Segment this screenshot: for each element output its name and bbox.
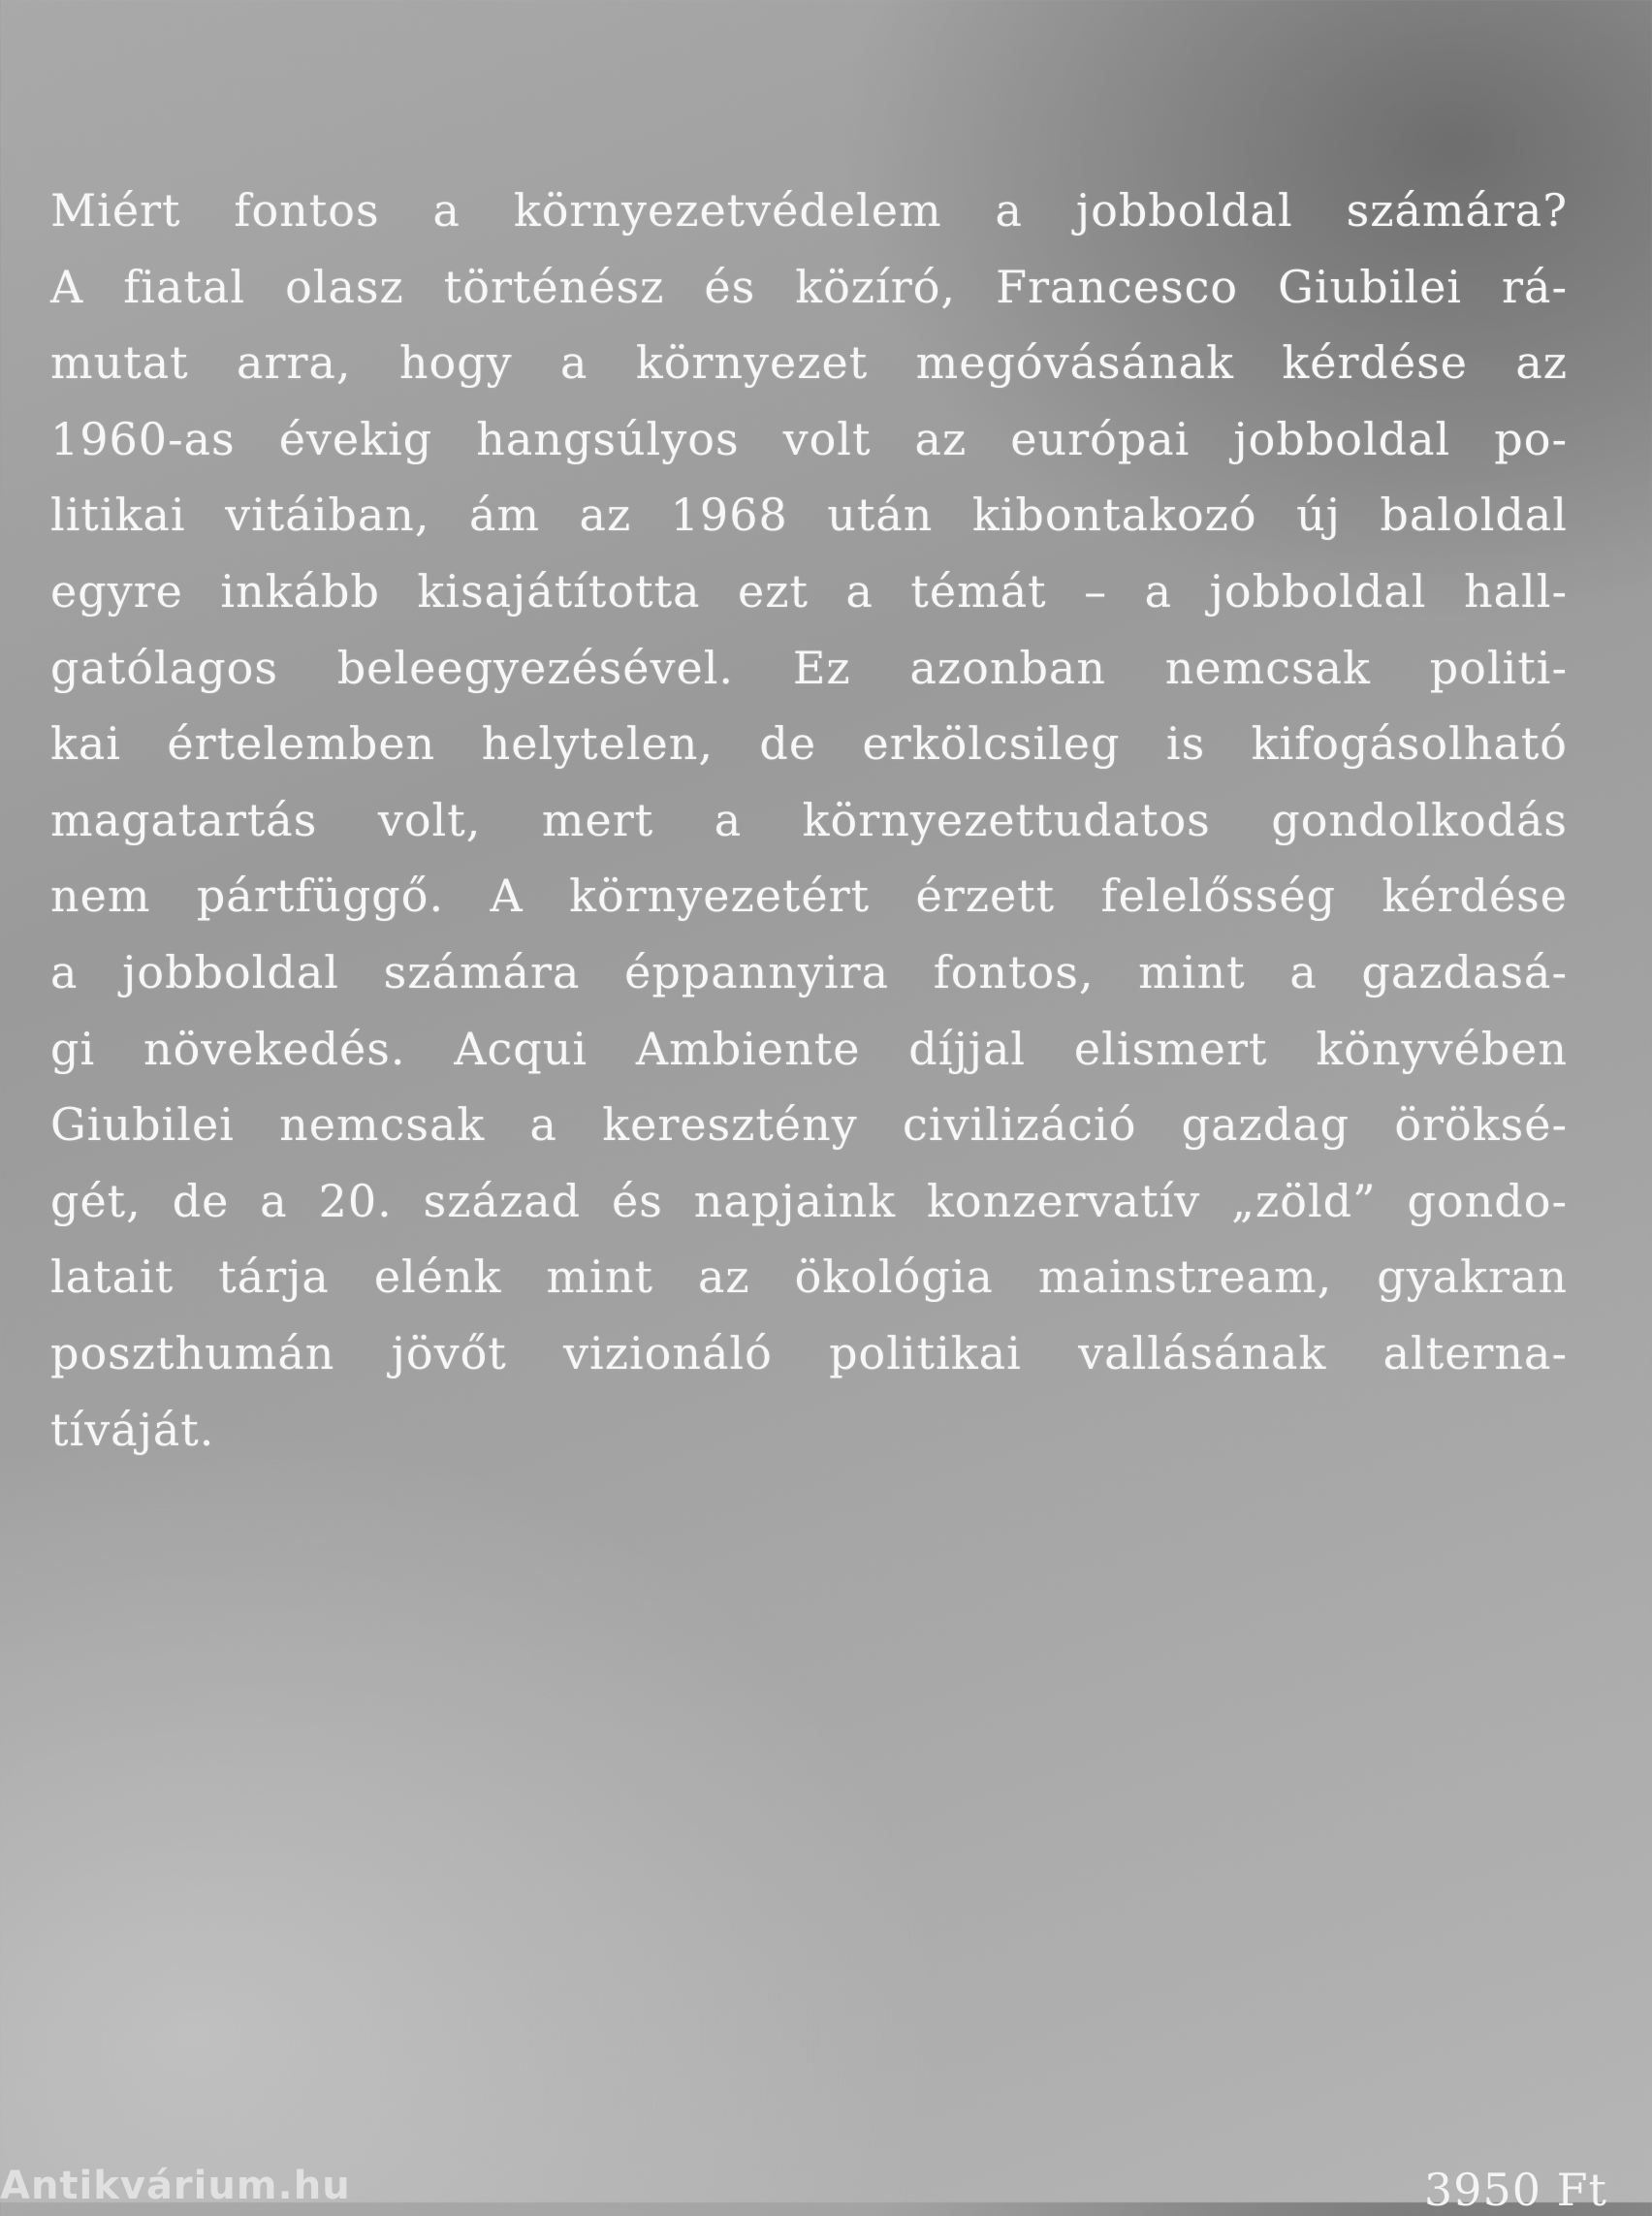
blurb-line: kai értelemben helytelen, de erkölcsileg is kifogásolható — [50, 717, 1568, 771]
blurb-line: a jobboldal számára éppannyira fontos, mint a gazdasá- — [50, 945, 1568, 998]
price-label: 3950 Ft — [1423, 2164, 1607, 2216]
blurb-line: 1960-as évekig hangsúlyos volt az európai jobboldal po- — [50, 412, 1568, 465]
blurb-line: litikai vitáiban, ám az 1968 után kibontakozó új baloldal — [50, 489, 1568, 542]
blurb-line: A fiatal olasz történész és közíró, Francesco Giubilei rá- — [50, 260, 1568, 313]
blurb-line: Giubilei nemcsak a keresztény civilizáció gazdag öröksé- — [50, 1098, 1568, 1152]
blurb-line: Miért fontos a környezetvédelem a jobboldal számára? — [50, 184, 1568, 237]
blurb-line: poszthumán jövőt vizionáló politikai vallásának alterna- — [50, 1326, 1568, 1379]
blurb-line: gi növekedés. Acqui Ambiente díjjal elismert könyvében — [50, 1022, 1568, 1075]
blurb-line: gét, de a 20. század és napjaink konzervatív „zöld” gondo- — [50, 1174, 1568, 1227]
blurb-text — [50, 173, 1568, 1468]
blurb-line: magatartás volt, mert a környezettudatos gondolkodás — [50, 793, 1568, 846]
blurb-line: gatólagos beleegyezésével. Ez azonban nemcsak politi- — [50, 641, 1568, 694]
blurb-line: nem pártfüggő. A környezetért érzett felelősség kérdése — [50, 870, 1568, 923]
watermark: Antikvárium.hu — [0, 2164, 351, 2208]
blurb-line: latait tárja elénk mint az ökológia mainstream, gyakran — [50, 1250, 1568, 1304]
blurb-line: tíváját. — [50, 1403, 215, 1456]
blurb-line: mutat arra, hogy a környezet megóvásának kérdése az — [50, 336, 1568, 390]
blurb-line: egyre inkább kisajátította ezt a témát – a jobboldal hall- — [50, 564, 1568, 617]
